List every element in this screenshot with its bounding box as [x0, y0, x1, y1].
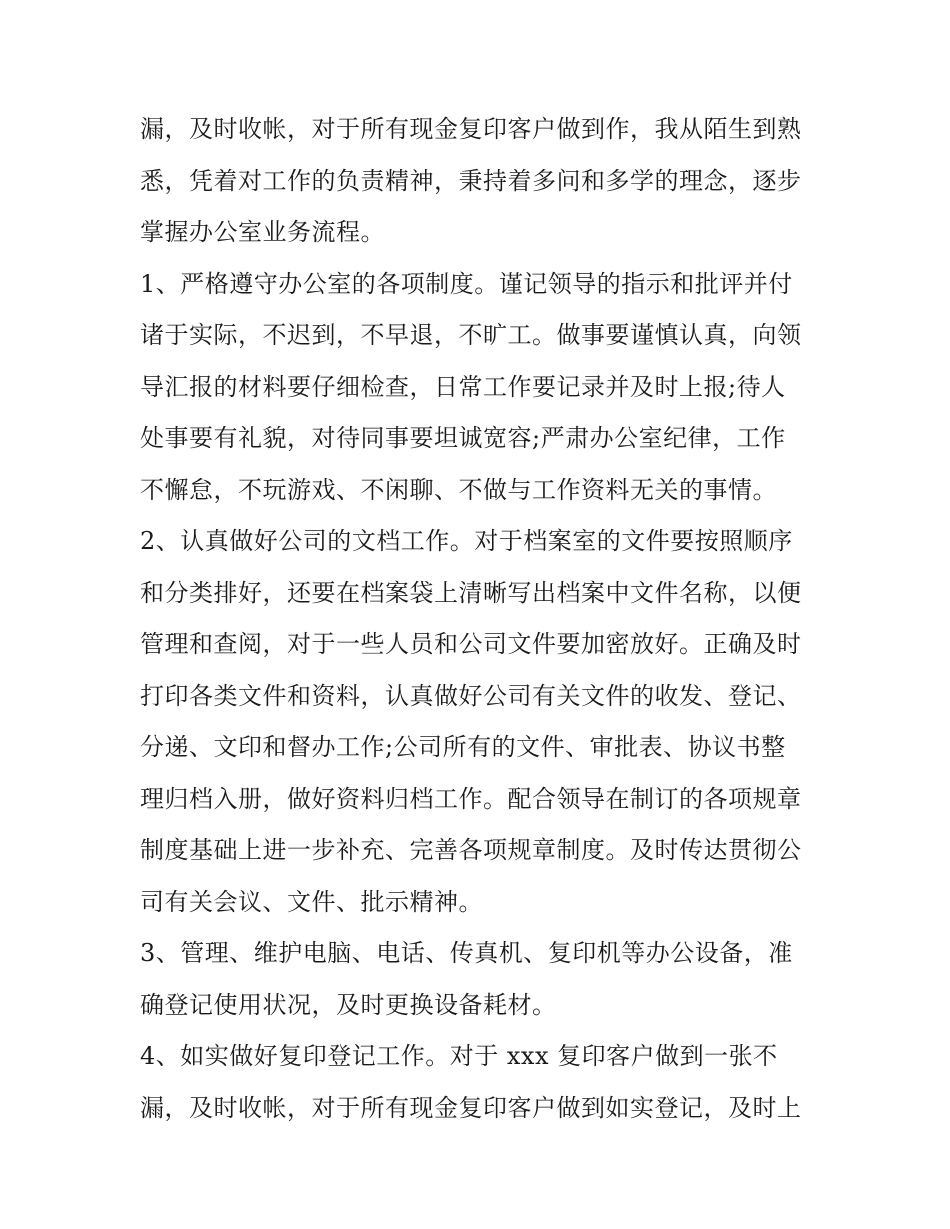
text-line: 2、认真做好公司的文档工作。对于档案室的文件要按照顺序: [140, 527, 793, 555]
text-line: 3、管理、维护电脑、电话、传真机、复印机等办公设备，准: [140, 939, 793, 967]
text-line: 导汇报的材料要仔细检查，日常工作要记录并及时上报;待人: [140, 372, 786, 401]
text-line: 掌握办公室业务流程。: [140, 218, 385, 246]
text-line: 确登记使用状况，及时更换设备耗材。: [140, 990, 557, 1019]
text-line: 悉，凭着对工作的负责精神，秉持着多问和多学的理念，逐步: [140, 166, 802, 195]
text-line: 诸于实际，不迟到，不早退，不旷工。做事要谨慎认真，向领: [140, 321, 802, 349]
text-line: 处事要有礼貌，对待同事要坦诚宽容;严肃办公室纪律，工作: [140, 424, 786, 452]
text-line: 分递、文印和督办工作;公司所有的文件、审批表、协议书整: [140, 733, 786, 761]
document-body: [140, 104, 820, 1134]
text-line: 1、严格遵守办公室的各项制度。谨记领导的指示和批评并付: [140, 269, 793, 298]
text-line: 漏，及时收帐，对于所有现金复印客户做到作，我从陌生到熟: [140, 115, 802, 143]
text-line: 和分类排好，还要在档案袋上清晰写出档案中文件名称，以便: [140, 578, 802, 607]
text-line: 制度基础上进一步补充、完善各项规章制度。及时传达贯彻公: [140, 836, 802, 864]
text-line: 理归档入册，做好资料归档工作。配合领导在制订的各项规章: [140, 784, 802, 813]
text-line: 4、如实做好复印登记工作。对于 xxx 复印客户做到一张不: [140, 1042, 778, 1070]
text-line: 不懈怠，不玩游戏、不闲聊、不做与工作资料无关的事情。: [140, 475, 777, 504]
text-line: 司有关会议、文件、批示精神。: [140, 887, 483, 916]
text-line: 管理和查阅，对于一些人员和公司文件要加密放好。正确及时: [140, 630, 802, 658]
text-line: 漏，及时收帐，对于所有现金复印客户做到如实登记，及时上: [140, 1093, 802, 1122]
text-line: 打印各类文件和资料，认真做好公司有关文件的收发、登记、: [140, 681, 802, 710]
